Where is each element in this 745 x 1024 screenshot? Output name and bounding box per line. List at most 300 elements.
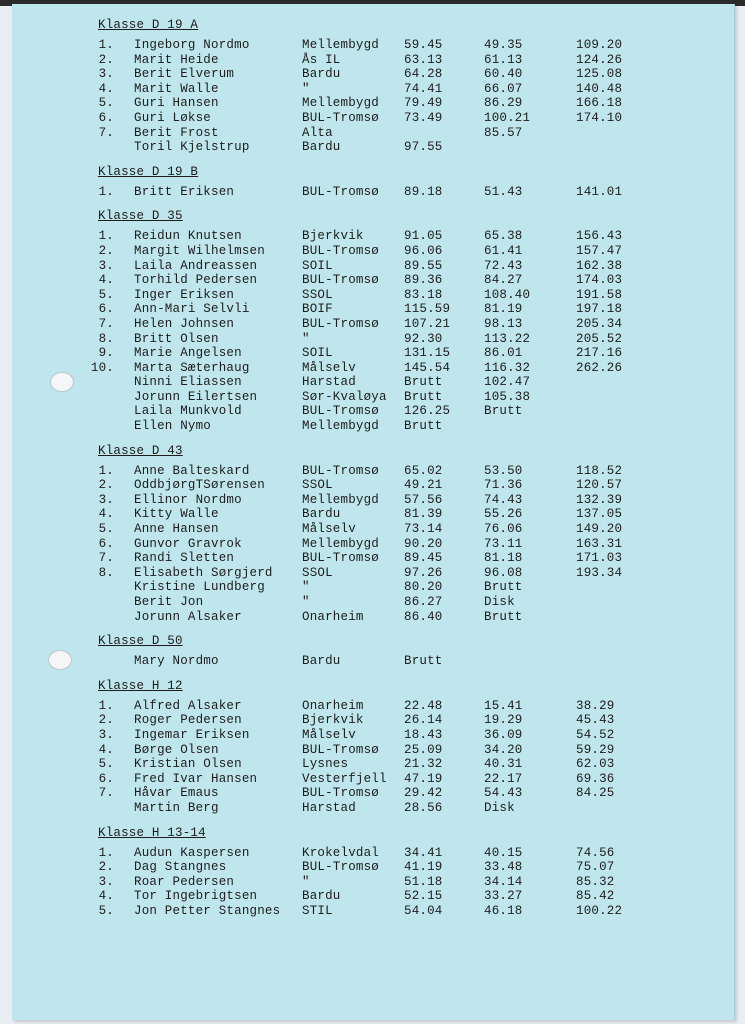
time-first: 97.55	[404, 140, 443, 155]
time-total: 174.10	[576, 110, 623, 125]
time-total: 84.25	[576, 786, 615, 801]
time-total: 166.18	[576, 96, 623, 111]
competitor-name: Jorunn Alsaker	[134, 609, 242, 624]
place-number: 3.	[98, 258, 114, 273]
class-heading: Klasse H 12	[98, 678, 183, 693]
time-second: 100.21	[484, 110, 531, 125]
time-total: 100.22	[576, 903, 623, 918]
time-total: 191.58	[576, 287, 623, 302]
time-first: 25.09	[404, 742, 443, 757]
time-first: 64.28	[404, 67, 443, 82]
time-total: 162.38	[576, 258, 623, 273]
time-second: 71.36	[484, 478, 523, 493]
time-total: 62.03	[576, 757, 615, 772]
club-name: BUL-Tromsø	[302, 273, 380, 288]
time-second: 61.13	[484, 52, 523, 67]
result-row	[86, 229, 686, 244]
place-number: 9.	[98, 346, 114, 361]
time-first: 54.04	[404, 903, 443, 918]
club-name: Bjerkvik	[302, 229, 364, 244]
time-first: 51.18	[404, 874, 443, 889]
club-name: Alta	[302, 125, 333, 140]
competitor-name: Elisabeth Sørgjerd	[134, 565, 273, 580]
result-row	[86, 478, 686, 493]
results-section	[86, 165, 686, 200]
club-name: Bardu	[302, 889, 341, 904]
club-name: Mellembygd	[302, 536, 380, 551]
time-first: Brutt	[404, 375, 443, 390]
club-name: Mellembygd	[302, 492, 380, 507]
result-row	[86, 302, 686, 317]
competitor-name: Helen Johnsen	[134, 316, 235, 331]
place-number: 4.	[98, 273, 114, 288]
result-row	[86, 244, 686, 259]
result-row	[86, 126, 686, 141]
time-total: 85.42	[576, 889, 615, 904]
time-total: 149.20	[576, 522, 623, 537]
competitor-name: Torhild Pedersen	[134, 273, 258, 288]
time-first: 47.19	[404, 771, 443, 786]
time-second: Disk	[484, 800, 515, 815]
time-total: 59.29	[576, 742, 615, 757]
time-first: 29.42	[404, 786, 443, 801]
competitor-name: Dag Stangnes	[134, 860, 227, 875]
result-row	[86, 551, 686, 566]
club-name: Lysnes	[302, 757, 349, 772]
result-row	[86, 317, 686, 332]
time-first: 89.36	[404, 273, 443, 288]
competitor-name: Jorunn Eilertsen	[134, 389, 258, 404]
time-second: 22.17	[484, 771, 523, 786]
club-name: Bardu	[302, 67, 341, 82]
time-total: 109.20	[576, 38, 623, 52]
results-section	[86, 826, 686, 919]
place-number: 2.	[98, 243, 114, 258]
result-row	[86, 537, 686, 552]
club-name: "	[302, 81, 310, 96]
time-first: 34.41	[404, 845, 443, 860]
time-total: 118.52	[576, 463, 623, 478]
competitor-name: Ellen Nymo	[134, 419, 212, 434]
time-first: 115.59	[404, 302, 451, 317]
place-number: 2.	[98, 52, 114, 67]
time-second: 102.47	[484, 375, 531, 390]
time-second: 54.43	[484, 786, 523, 801]
result-row	[86, 332, 686, 347]
result-row	[86, 522, 686, 537]
club-name: "	[302, 874, 310, 889]
place-number: 7.	[98, 125, 114, 140]
time-total: 125.08	[576, 67, 623, 82]
time-total: 45.43	[576, 713, 615, 728]
time-first: Brutt	[404, 419, 443, 434]
place-number: 7.	[98, 316, 114, 331]
time-total: 137.05	[576, 507, 623, 522]
time-second: 40.31	[484, 757, 523, 772]
place-number: 2.	[98, 478, 114, 493]
result-row	[86, 566, 686, 581]
time-second: 19.29	[484, 713, 523, 728]
time-second: 116.32	[484, 360, 531, 375]
time-first: 92.30	[404, 331, 443, 346]
club-name: Bardu	[302, 507, 341, 522]
place-number: 3.	[98, 727, 114, 742]
competitor-name: Kristine Lundberg	[134, 580, 265, 595]
result-row	[86, 507, 686, 522]
time-total: 74.56	[576, 845, 615, 860]
time-first: 131.15	[404, 346, 451, 361]
time-first: 41.19	[404, 860, 443, 875]
results-section	[86, 634, 686, 669]
time-first: 96.06	[404, 243, 443, 258]
time-first: 89.45	[404, 551, 443, 566]
time-second: 61.41	[484, 243, 523, 258]
time-second: 85.57	[484, 125, 523, 140]
time-first: 57.56	[404, 492, 443, 507]
time-second: 113.22	[484, 331, 531, 346]
time-total: 85.32	[576, 874, 615, 889]
club-name: SOIL	[302, 346, 333, 361]
result-row	[86, 361, 686, 376]
time-second: 81.18	[484, 551, 523, 566]
time-first: 65.02	[404, 463, 443, 478]
time-first: 21.32	[404, 757, 443, 772]
time-second: 49.35	[484, 38, 523, 52]
place-number: 4.	[98, 81, 114, 96]
time-second: 73.11	[484, 536, 523, 551]
competitor-name: Martin Berg	[134, 800, 219, 815]
time-second: 96.08	[484, 565, 523, 580]
time-total: 38.29	[576, 698, 615, 713]
place-number: 4.	[98, 742, 114, 757]
club-name: "	[302, 331, 310, 346]
result-row	[86, 757, 686, 772]
time-first: 86.40	[404, 609, 443, 624]
class-heading: Klasse D 43	[98, 443, 183, 458]
competitor-name: Berit Jon	[134, 595, 204, 609]
place-number: 1.	[98, 463, 114, 478]
time-second: 55.26	[484, 507, 523, 522]
time-total: 205.52	[576, 331, 623, 346]
club-name: BUL-Tromsø	[302, 316, 380, 331]
result-row	[86, 96, 686, 111]
competitor-name: Kitty Walle	[134, 507, 219, 522]
time-second: 40.15	[484, 845, 523, 860]
results-list	[86, 14, 686, 919]
competitor-name: Jon Petter Stangnes	[134, 903, 281, 918]
place-number: 5.	[98, 903, 114, 918]
place-number: 2.	[98, 713, 114, 728]
punch-hole	[50, 372, 74, 392]
time-first: 73.14	[404, 522, 443, 537]
club-name: Bardu	[302, 140, 341, 155]
time-total: 120.57	[576, 478, 623, 493]
time-first: 52.15	[404, 889, 443, 904]
time-first: 89.18	[404, 184, 443, 199]
club-name: Mellembygd	[302, 419, 380, 434]
club-name: BUL-Tromsø	[302, 742, 380, 757]
time-first: 107.21	[404, 316, 451, 331]
result-row	[86, 140, 686, 155]
competitor-name: Ninni Eliassen	[134, 375, 242, 390]
result-row	[86, 67, 686, 82]
time-first: 126.25	[404, 404, 451, 419]
time-first: 86.27	[404, 595, 443, 609]
club-name: Harstad	[302, 800, 356, 815]
time-first: 80.20	[404, 580, 443, 595]
club-name: Sør-Kvaløya	[302, 389, 387, 404]
time-total: 54.52	[576, 727, 615, 742]
competitor-name: Ingeborg Nordmo	[134, 38, 250, 52]
time-second: 86.29	[484, 96, 523, 111]
competitor-name: Fred Ivar Hansen	[134, 771, 258, 786]
result-row	[86, 53, 686, 68]
place-number: 1.	[98, 229, 114, 244]
time-second: 33.48	[484, 860, 523, 875]
time-second: 46.18	[484, 903, 523, 918]
competitor-name: Berit Elverum	[134, 67, 235, 82]
time-total: 75.07	[576, 860, 615, 875]
competitor-name: Kristian Olsen	[134, 757, 242, 772]
result-row	[86, 772, 686, 787]
competitor-name: Guri Hansen	[134, 96, 219, 111]
competitor-name: Inger Eriksen	[134, 287, 235, 302]
class-heading: Klasse D 19 B	[98, 164, 199, 179]
club-name: SSOL	[302, 565, 333, 580]
competitor-name: Laila Munkvold	[134, 404, 242, 419]
punch-hole	[48, 650, 72, 670]
result-row	[86, 889, 686, 904]
competitor-name: Anne Hansen	[134, 522, 219, 537]
place-number: 3.	[98, 874, 114, 889]
time-second: 34.14	[484, 874, 523, 889]
time-total: 69.36	[576, 771, 615, 786]
time-second: 66.07	[484, 81, 523, 96]
club-name: BUL-Tromsø	[302, 110, 380, 125]
time-second: 51.43	[484, 184, 523, 199]
time-total: 262.26	[576, 360, 623, 375]
club-name: BUL-Tromsø	[302, 404, 380, 419]
result-row	[86, 493, 686, 508]
result-row	[86, 111, 686, 126]
competitor-name: Roger Pedersen	[134, 713, 242, 728]
competitor-name: Tor Ingebrigtsen	[134, 889, 258, 904]
place-number: 6.	[98, 536, 114, 551]
competitor-name: Marit Walle	[134, 81, 219, 96]
result-row	[86, 610, 686, 625]
result-row	[86, 404, 686, 419]
time-first: Brutt	[404, 389, 443, 404]
time-total: 156.43	[576, 229, 623, 244]
place-number: 8.	[98, 565, 114, 580]
club-name: SSOL	[302, 478, 333, 493]
place-number: 5.	[98, 757, 114, 772]
time-second: 76.06	[484, 522, 523, 537]
club-name: Ås IL	[302, 52, 341, 67]
result-row	[86, 860, 686, 875]
time-first: 63.13	[404, 52, 443, 67]
club-name: "	[302, 595, 310, 609]
time-second: 81.19	[484, 302, 523, 317]
competitor-name: Marie Angelsen	[134, 346, 242, 361]
club-name: BUL-Tromsø	[302, 243, 380, 258]
competitor-name: Audun Kaspersen	[134, 845, 250, 860]
time-second: 53.50	[484, 463, 523, 478]
time-second: Brutt	[484, 404, 523, 419]
time-total: 171.03	[576, 551, 623, 566]
result-row	[86, 38, 686, 53]
place-number: 6.	[98, 110, 114, 125]
result-row	[86, 801, 686, 816]
time-first: 91.05	[404, 229, 443, 244]
time-second: 72.43	[484, 258, 523, 273]
competitor-name: Laila Andreassen	[134, 258, 258, 273]
competitor-name: Ellinor Nordmo	[134, 492, 242, 507]
results-section	[86, 209, 686, 433]
club-name: Onarheim	[302, 609, 364, 624]
club-name: Målselv	[302, 727, 356, 742]
time-total: 140.48	[576, 81, 623, 96]
result-row	[86, 713, 686, 728]
competitor-name: Mary Nordmo	[134, 654, 219, 669]
time-second: 105.38	[484, 389, 531, 404]
time-second: 65.38	[484, 229, 523, 244]
time-second: 33.27	[484, 889, 523, 904]
time-second: 74.43	[484, 492, 523, 507]
result-row	[86, 654, 686, 669]
class-heading: Klasse H 13-14	[98, 825, 206, 840]
club-name: BOIF	[302, 302, 333, 317]
club-name: Bjerkvik	[302, 713, 364, 728]
result-row	[86, 580, 686, 595]
result-row	[86, 464, 686, 479]
place-number: 3.	[98, 67, 114, 82]
class-heading: Klasse D 50	[98, 634, 183, 649]
time-total: 174.03	[576, 273, 623, 288]
result-row	[86, 259, 686, 274]
result-row	[86, 875, 686, 890]
result-row	[86, 595, 686, 610]
time-second: 98.13	[484, 316, 523, 331]
result-row	[86, 273, 686, 288]
club-name: Målselv	[302, 360, 356, 375]
time-second: Disk	[484, 595, 515, 609]
club-name: BUL-Tromsø	[302, 860, 380, 875]
result-row	[86, 375, 686, 390]
result-row	[86, 419, 686, 434]
club-name: Målselv	[302, 522, 356, 537]
club-name: Krokelvdal	[302, 845, 380, 860]
place-number: 6.	[98, 771, 114, 786]
class-heading: Klasse D 35	[98, 209, 183, 224]
club-name: BUL-Tromsø	[302, 786, 380, 801]
time-second: 15.41	[484, 698, 523, 713]
time-first: 89.55	[404, 258, 443, 273]
time-first: 22.48	[404, 698, 443, 713]
competitor-name: Ingemar Eriksen	[134, 727, 250, 742]
time-second: 108.40	[484, 287, 531, 302]
competitor-name: Gunvor Gravrok	[134, 536, 242, 551]
time-first: Brutt	[404, 654, 443, 669]
class-heading: Klasse D 19 A	[98, 18, 199, 32]
competitor-name: Børge Olsen	[134, 742, 219, 757]
time-first: 79.49	[404, 96, 443, 111]
time-total: 163.31	[576, 536, 623, 551]
competitor-name: Håvar Emaus	[134, 786, 219, 801]
time-first: 59.45	[404, 38, 443, 52]
time-total: 141.01	[576, 184, 623, 199]
time-first: 49.21	[404, 478, 443, 493]
place-number: 3.	[98, 492, 114, 507]
time-first: 18.43	[404, 727, 443, 742]
result-row	[86, 786, 686, 801]
time-second: Brutt	[484, 580, 523, 595]
club-name: STIL	[302, 903, 333, 918]
time-second: 84.27	[484, 273, 523, 288]
place-number: 6.	[98, 302, 114, 317]
time-second: 34.20	[484, 742, 523, 757]
result-row	[86, 185, 686, 200]
club-name: SOIL	[302, 258, 333, 273]
time-second: 60.40	[484, 67, 523, 82]
competitor-name: Margit Wilhelmsen	[134, 243, 265, 258]
competitor-name: Anne Balteskard	[134, 463, 250, 478]
place-number: 1.	[98, 845, 114, 860]
competitor-name: Ann-Mari Selvli	[134, 302, 250, 317]
place-number: 1.	[98, 38, 114, 52]
place-number: 5.	[98, 522, 114, 537]
place-number: 1.	[98, 698, 114, 713]
time-second: 36.09	[484, 727, 523, 742]
place-number: 4.	[98, 507, 114, 522]
competitor-name: Britt Olsen	[134, 331, 219, 346]
results-section	[86, 679, 686, 816]
competitor-name: Guri Løkse	[134, 110, 212, 125]
time-first: 83.18	[404, 287, 443, 302]
time-first: 73.49	[404, 110, 443, 125]
result-row	[86, 346, 686, 361]
result-row	[86, 743, 686, 758]
club-name: BUL-Tromsø	[302, 184, 380, 199]
results-section	[86, 444, 686, 625]
place-number: 5.	[98, 96, 114, 111]
time-second: Brutt	[484, 609, 523, 624]
club-name: Mellembygd	[302, 38, 380, 52]
competitor-name: Marta Sæterhaug	[134, 360, 250, 375]
time-total: 205.34	[576, 316, 623, 331]
competitor-name: Berit Frost	[134, 125, 219, 140]
time-second: 86.01	[484, 346, 523, 361]
club-name: "	[302, 580, 310, 595]
time-total: 217.16	[576, 346, 623, 361]
club-name: BUL-Tromsø	[302, 463, 380, 478]
club-name: Harstad	[302, 375, 356, 390]
time-first: 97.26	[404, 565, 443, 580]
result-row	[86, 699, 686, 714]
time-total: 197.18	[576, 302, 623, 317]
club-name: Onarheim	[302, 698, 364, 713]
place-number: 8.	[98, 331, 114, 346]
time-first: 145.54	[404, 360, 451, 375]
time-first: 90.20	[404, 536, 443, 551]
club-name: Mellembygd	[302, 96, 380, 111]
result-row	[86, 846, 686, 861]
competitor-name: Britt Eriksen	[134, 184, 235, 199]
club-name: BUL-Tromsø	[302, 551, 380, 566]
competitor-name: OddbjørgTSørensen	[134, 478, 265, 493]
result-row	[86, 904, 686, 919]
place-number: 5.	[98, 287, 114, 302]
